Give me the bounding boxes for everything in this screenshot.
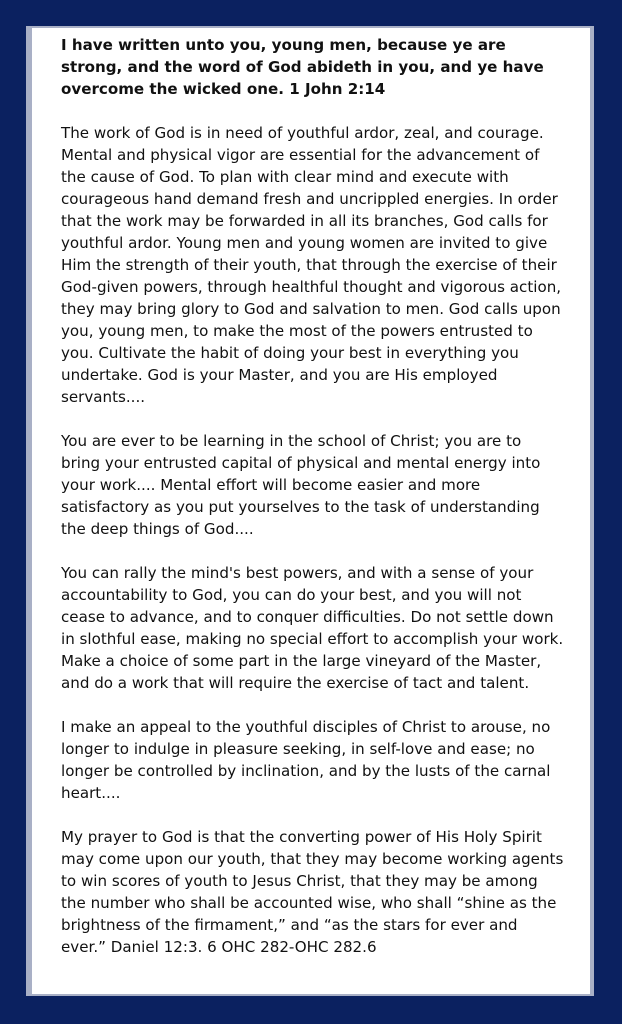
paragraph-5: My prayer to God is that the converting power of His Holy Spirit may come upon our youth, that they may become working agents to win scores of youth to Jesus Christ, that they may be among the number who shall be accounted wise, who shall “shine as the brightness of the firmament,” and “as the stars for ever and ever.” Daniel 12:3. 6 OHC 282-OHC 282.6 [61, 828, 564, 956]
document-page [32, 28, 590, 994]
paragraph-1: The work of God is in need of youthful ardor, zeal, and courage. Mental and physical vigor are essential for the advancement of the cause of God. To plan with clear mind and execute with courageous hand demand fresh and uncrippled energies. In order that the work may be forwarded in all its branches, God calls for youthful ardor. Young men and young women are invited to give Him the strength of their youth, that through the exercise of their God-given powers, through healthful thought and vigorous action, they may bring glory to God and salvation to men. God calls upon you, young men, to make the most of the powers entrusted to you. Cultivate the habit of doing your best in everything you undertake. God is your Master, and you are His employed servants.... [61, 124, 562, 406]
scripture-verse: I have written unto you, young men, because ye are strong, and the word of God abideth in you, and ye have overcome the wicked one. 1 John 2:14 [61, 36, 544, 98]
paragraph-3: You can rally the mind's best powers, and with a sense of your accountability to God, you can do your best, and you will not cease to advance, and to conquer difficulties. Do not settle down in slothful ease, making no special effort to accomplish your work. Make a choice of some part in the large vineyard of the Master, and do a work that will require the exercise of tact and talent. [61, 564, 564, 692]
paragraph-2: You are ever to be learning in the school of Christ; you are to bring your entrusted capital of physical and mental energy into your work.... Mental effort will become easier and more satisfactory as you put yourselves to the task of understanding the deep things of God.... [61, 432, 541, 538]
paragraph-4: I make an appeal to the youthful disciples of Christ to arouse, no longer to indulge in pleasure seeking, in self-love and ease; no longer be controlled by inclination, and by the lusts of the carnal heart.... [61, 718, 551, 802]
